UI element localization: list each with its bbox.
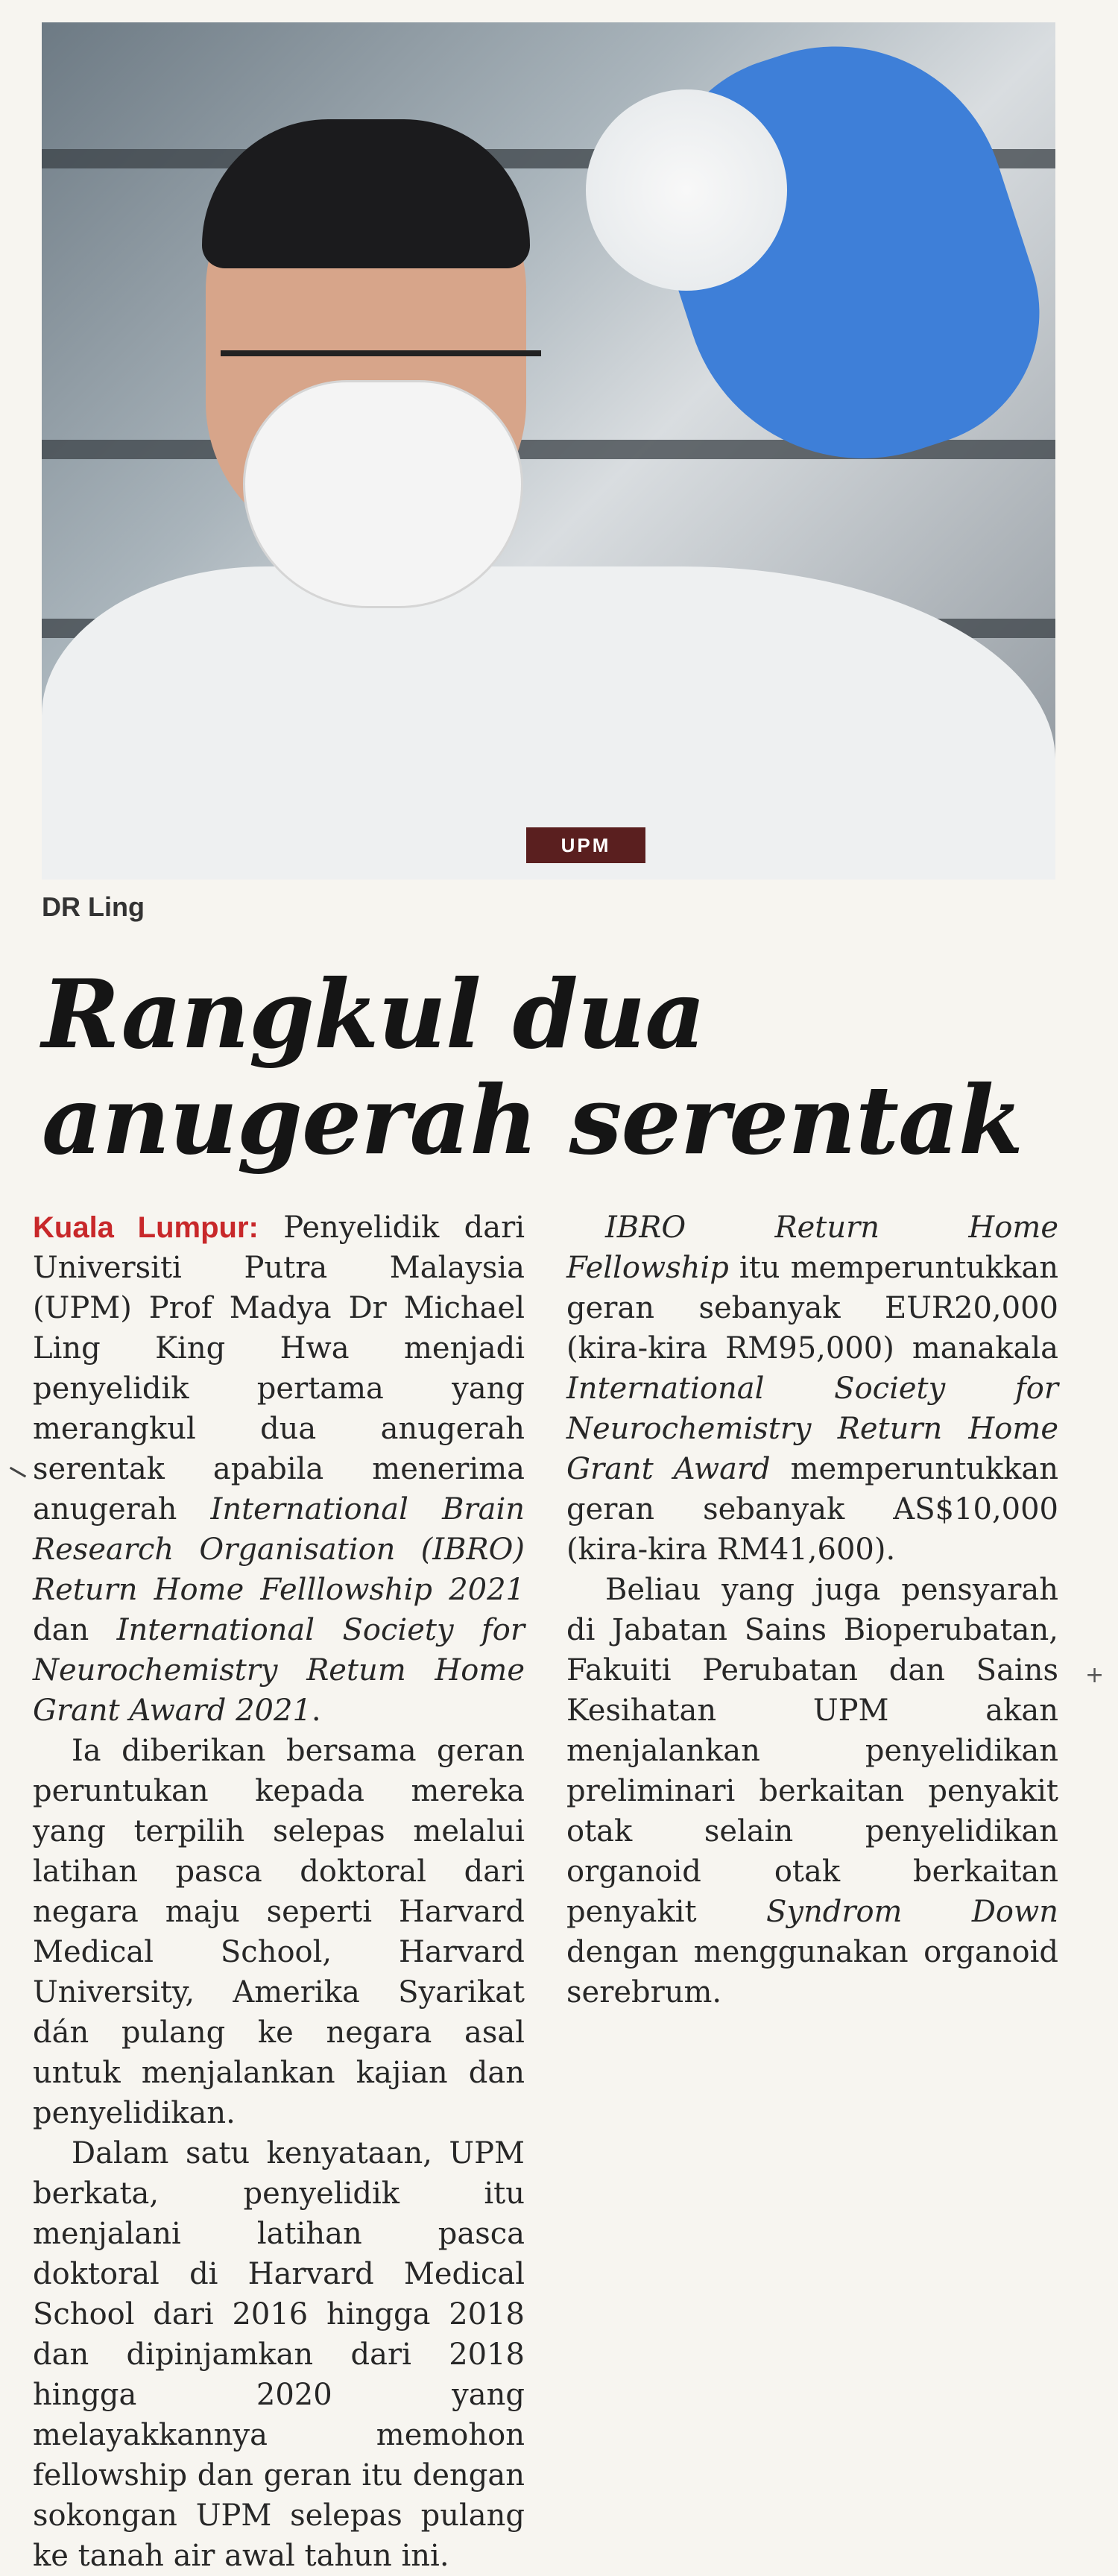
paragraph-1	[33, 1208, 525, 1731]
paragraph-3: Dalam satu kenyataan, UPM berkata, penyelidik itu menjalani latihan pasca doktoral di Harvard Medical School dari 2016 hingga 2018 dan dipinjamkan dari 2018 hingga 2020 yang melayakkannya memohon fellowship dan geran itu dengan sokongan UPM selepas pulang ke tanah air awal tahun ini.	[33, 2136, 525, 2573]
disease-name: Syndrom Down	[765, 1895, 1058, 1929]
article-photo	[42, 22, 1055, 880]
text-run: .	[311, 1693, 321, 1728]
margin-mark-right: +	[1085, 1662, 1105, 1688]
headline	[42, 959, 1070, 1175]
article-column-left	[33, 1208, 525, 2576]
text-run: Penyelidik dari Universiti Putra Malaysia (UPM) Prof Madya Dr Michael Ling King Hwa menjadi penyelidik pertama yang merangkul dua anugerah serentak apabila menerima anugerah	[33, 1210, 525, 1527]
headline-line-1: Rangkul dua	[42, 959, 705, 1070]
text-run: memperuntukkan geran sebanyak AS$10,000 (kira-kira RM41,600).	[566, 1452, 1058, 1567]
face-mask	[243, 380, 523, 608]
researcher-hair	[202, 119, 530, 268]
photo-caption: DR Ling	[42, 891, 145, 922]
dateline: Kuala Lumpur:	[33, 1211, 259, 1244]
upm-logo: UPM	[526, 827, 645, 863]
petri-dish	[586, 89, 787, 291]
paragraph-2: Ia diberikan bersama geran peruntukan kepada mereka yang terpilih selepas melalui latihan pasca doktoral dari negara maju seperti Harvard Medical School, Harvard University, Amerika Syarikat dán pulang ke negara asal untuk menjalankan kajian dan penyelidikan.	[33, 1734, 525, 2130]
text-run: dengan menggunakan organoid serebrum.	[566, 1935, 1058, 2010]
award-name-isn: International Society for Neurochemistry Retum Home Grant Award 2021	[33, 1613, 525, 1728]
award-name-isn: International Society for Neurochemistry Return Home Grant Award	[566, 1371, 1058, 1486]
text-run: Beliau yang juga pensyarah di Jabatan Sains Bioperubatan, Fakuiti Perubatan dan Sains Kesihatan UPM akan menjalankan penyelidikan preliminari berkaitan penyakit otak selain penyelidikan organoid otak berkaitan penyakit	[566, 1573, 1058, 1929]
paragraph-4	[566, 1208, 1058, 1570]
paragraph-5	[566, 1570, 1058, 2012]
award-name-ibro: International Brain Research Organisation (IBRO) Return Home Felllowship 2021	[33, 1492, 525, 1607]
text-run: dan	[33, 1613, 117, 1647]
headline-line-2: anugerah serentak	[42, 1065, 1023, 1175]
award-name-ibro: IBRO Return Home Fellowship	[566, 1210, 1058, 1285]
margin-mark-left	[1, 1467, 26, 1493]
article-column-right	[566, 1208, 1058, 2012]
text-run: itu memperuntukkan geran sebanyak EUR20,000 (kira-kira RM95,000) manakala	[566, 1251, 1058, 1366]
